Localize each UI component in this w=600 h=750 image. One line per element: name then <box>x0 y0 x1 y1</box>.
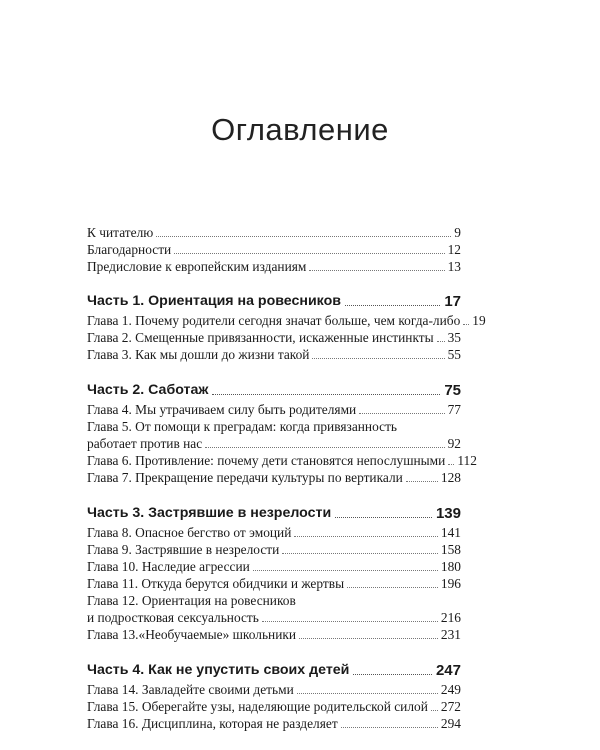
dot-leader <box>463 324 469 325</box>
page-title: Оглавление <box>211 112 389 147</box>
part-page: 139 <box>435 505 461 522</box>
toc-entry[interactable] <box>87 541 461 558</box>
entry-label: работает против нас <box>87 436 203 451</box>
part-page: 17 <box>444 293 461 310</box>
entry-label: Глава 10. Наследие агрессии <box>87 559 250 574</box>
toc-entry[interactable] <box>87 715 461 732</box>
entry-label: Глава 4. Мы утрачиваем силу быть родителями <box>87 402 357 417</box>
entry-label: К читателю <box>87 225 154 240</box>
toc-entry[interactable] <box>87 558 461 575</box>
dot-leader <box>448 464 454 465</box>
entry-page: 180 <box>440 559 461 574</box>
dot-leader <box>253 570 438 571</box>
entry-page: 158 <box>440 542 461 557</box>
dot-leader <box>205 447 444 448</box>
dot-leader <box>212 394 440 395</box>
dot-leader <box>299 638 438 639</box>
dot-leader <box>345 305 440 306</box>
entry-label: Глава 9. Застрявшие в незрелости <box>87 542 280 557</box>
part-page: 247 <box>435 662 461 679</box>
entry-label: Глава 2. Смещенные привязанности, искаженные инстинкты <box>87 330 434 345</box>
entry-page: 249 <box>440 682 461 697</box>
dot-leader <box>437 341 445 342</box>
part-page: 75 <box>444 382 461 399</box>
dot-leader <box>262 621 438 622</box>
dot-leader <box>406 481 438 482</box>
toc-entry[interactable] <box>87 592 461 609</box>
entry-page: 55 <box>447 347 461 362</box>
entry-label: Глава 16. Дисциплина, которая не разделяет <box>87 716 338 731</box>
dot-leader <box>341 727 438 728</box>
toc-entry[interactable] <box>87 681 461 698</box>
entry-page: 216 <box>440 610 461 625</box>
toc-entry-continuation[interactable] <box>87 435 461 452</box>
toc-entry[interactable] <box>87 258 461 275</box>
entry-page: 272 <box>440 699 461 714</box>
entry-page: 9 <box>454 225 461 240</box>
toc-entry[interactable] <box>87 452 477 469</box>
entry-label: Глава 15. Оберегайте узы, наделяющие родительской силой <box>87 699 428 714</box>
entry-label: Глава 13.«Необучаемые» школьники <box>87 627 297 642</box>
dot-leader <box>347 587 438 588</box>
table-of-contents <box>87 224 486 732</box>
entry-page: 294 <box>440 716 461 731</box>
entry-page: 19 <box>472 313 486 328</box>
dot-leader <box>294 536 438 537</box>
entry-page: 77 <box>447 402 461 417</box>
part-label: Часть 4. Как не упустить своих детей <box>87 662 350 678</box>
entry-label: Глава 1. Почему родители сегодня значат больше, чем когда-либо <box>87 313 461 328</box>
entry-page: 128 <box>440 470 461 485</box>
dot-leader <box>156 236 451 237</box>
toc-entry[interactable] <box>87 224 461 241</box>
toc-entry[interactable] <box>87 418 461 435</box>
toc-entry[interactable] <box>87 401 461 418</box>
toc-entry-continuation[interactable] <box>87 609 461 626</box>
toc-entry[interactable] <box>87 524 461 541</box>
entry-page: 13 <box>447 259 461 274</box>
entry-label: Глава 12. Ориентация на ровесников <box>87 593 296 608</box>
toc-entry[interactable] <box>87 698 461 715</box>
dot-leader <box>353 674 432 675</box>
entry-label: и подростковая сексуальность <box>87 610 259 625</box>
toc-entry[interactable] <box>87 346 461 363</box>
entry-label: Благодарности <box>87 242 172 257</box>
part-heading[interactable] <box>87 661 461 680</box>
dot-leader <box>282 553 438 554</box>
dot-leader <box>431 710 438 711</box>
entry-label: Предисловие к европейским изданиям <box>87 259 307 274</box>
part-label: Часть 3. Застрявшие в незрелости <box>87 505 332 521</box>
toc-entry[interactable] <box>87 575 461 592</box>
toc-entry[interactable] <box>87 469 461 486</box>
entry-label: Глава 11. Откуда берутся обидчики и жертвы <box>87 576 345 591</box>
toc-entry[interactable] <box>87 329 461 346</box>
part-label: Часть 2. Саботаж <box>87 382 209 398</box>
entry-label: Глава 7. Прекращение передачи культуры по вертикали <box>87 470 403 485</box>
part-heading[interactable] <box>87 381 461 400</box>
dot-leader <box>297 693 438 694</box>
toc-entry[interactable] <box>87 241 461 258</box>
toc-entry[interactable] <box>87 312 486 329</box>
dot-leader <box>312 358 444 359</box>
dot-leader <box>309 270 444 271</box>
entry-label: Глава 5. От помощи к преградам: когда привязанность <box>87 419 398 434</box>
entry-label: Глава 6. Противление: почему дети становятся непослушными <box>87 453 446 468</box>
entry-page: 35 <box>447 330 461 345</box>
dot-leader <box>359 413 444 414</box>
entry-label: Глава 8. Опасное бегство от эмоций <box>87 525 292 540</box>
entry-page: 196 <box>440 576 461 591</box>
part-heading[interactable] <box>87 504 461 523</box>
entry-page: 231 <box>440 627 461 642</box>
part-heading[interactable] <box>87 292 461 311</box>
entry-page: 12 <box>447 242 461 257</box>
entry-label: Глава 14. Завладейте своими детьми <box>87 682 294 697</box>
toc-entry[interactable] <box>87 626 461 643</box>
entry-page: 92 <box>447 436 461 451</box>
dot-leader <box>174 253 444 254</box>
part-label: Часть 1. Ориентация на ровесников <box>87 293 341 309</box>
entry-page: 141 <box>440 525 461 540</box>
dot-leader <box>335 517 432 518</box>
entry-page: 112 <box>457 453 477 468</box>
entry-label: Глава 3. Как мы дошли до жизни такой <box>87 347 310 362</box>
